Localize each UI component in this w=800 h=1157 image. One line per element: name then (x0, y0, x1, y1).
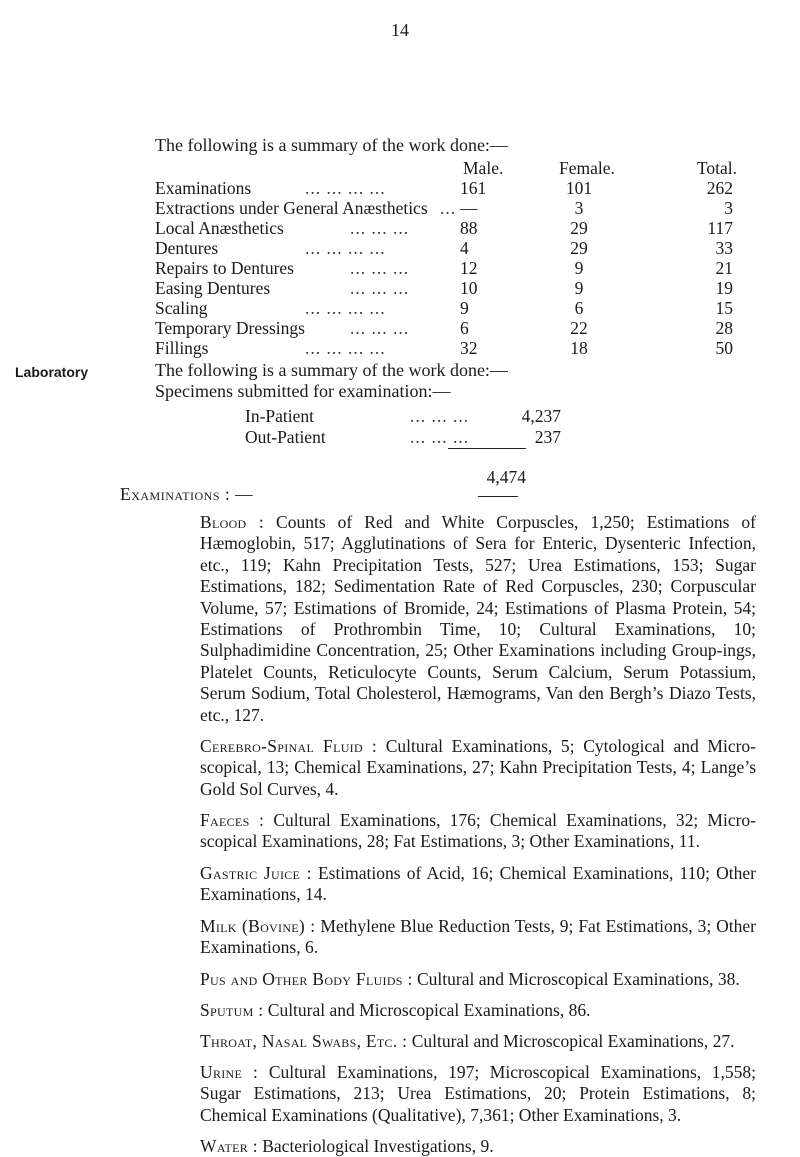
dental-summary-table (155, 158, 765, 358)
table-row (155, 218, 765, 238)
male-value: 4 (460, 238, 469, 258)
total-value: 21 (715, 258, 733, 278)
row-label: Examinations (155, 178, 252, 198)
list-item (200, 427, 620, 448)
male-value: 12 (460, 258, 478, 278)
paragraph-throat (200, 1031, 756, 1052)
paragraph-text: Cultural Examinations, 5; Cytological and Micro-scopical, 13; Chemical Examinations, 27; Kahn Precipitation Tests, 4; Lange’s Gold Sol Curves, 4. (200, 736, 756, 799)
column-header-total: Total. (696, 158, 737, 178)
sum-rule (448, 448, 526, 449)
table-row (155, 318, 765, 338)
row-label: Local Anæsthetics (155, 218, 284, 238)
paragraph-pus (200, 969, 756, 990)
female-value: 18 (570, 338, 588, 358)
row-label: Fillings (155, 338, 209, 358)
paragraph-water (200, 1136, 756, 1157)
table-row (155, 278, 765, 298)
male-value: 88 (460, 218, 478, 238)
female-value: 29 (570, 218, 588, 238)
leader-dots: ... ... ... (350, 278, 410, 298)
paragraph-heading: Milk (Bovine) : (200, 916, 316, 936)
paragraph-text: Cultural and Microscopical Examinations, 86. (263, 1000, 591, 1020)
table-row (155, 178, 765, 198)
total-value: 50 (715, 338, 733, 358)
examinations-heading: Examinations : — (120, 484, 254, 504)
specimen-label: In-Patient (245, 406, 315, 426)
specimens-label: Specimens submitted for examination:— (155, 381, 451, 401)
table-row (155, 198, 765, 218)
column-header-female: Female. (559, 158, 615, 178)
paragraph-text: Cultural Examinations, 197; Microscopical Examinations, 1,558; Sugar Estimations, 213; Urea Estimations, 20; Protein Estimations, 8; Chemical Examinations (Qualitative), 7,361; Other Examinations, 3. (200, 1062, 756, 1125)
paragraph-milk (200, 916, 756, 959)
paragraph-sputum (200, 1000, 756, 1021)
female-value: 6 (574, 298, 584, 318)
paragraph-heading: Throat, Nasal Swabs, Etc. : (200, 1031, 408, 1051)
leader-dots: ... ... ... (350, 258, 410, 278)
leader-dots: ... ... ... ... (305, 298, 386, 318)
paragraph-text: Counts of Red and White Corpuscles, 1,250; Estimations of Hæmoglobin, 517; Agglutinations of Sera for Enteric, Dysenteric Infection, etc., 119; Kahn Precipitation Tests, 527; Urea Estimations, 153; Sugar Estimations, 182; Sedimentation Rate of Red Corpuscles, 230; Corpuscular Volume, 57; Estimations of Bromide, 24; Estimations of Plasma Protein, 54; Estimations of Prothrombin Time, 10; Cultural Examinations, 10; Sulphadimidine Concentration, 25; Other Examinations including Group-ings, Platelet Counts, Reticulocyte Counts, Serum Calcium, Serum Potassium, Serum Sodium, Total Cholesterol, Hæmograms, Van den Bergh’s Diazo Tests, etc., 127. (200, 512, 756, 725)
laboratory-side-label: Laboratory (15, 364, 89, 380)
male-value: 10 (460, 278, 478, 298)
male-value: 9 (460, 298, 469, 318)
table-row (155, 238, 765, 258)
total-value: 262 (706, 178, 733, 198)
row-label: Temporary Dressings (155, 318, 305, 338)
divider (478, 496, 518, 497)
paragraph-urine (200, 1062, 756, 1126)
list-item (200, 406, 620, 427)
male-value: 161 (460, 178, 487, 198)
paragraph-text: Cultural and Microscopical Examinations, 38. (412, 969, 740, 989)
total-value: 117 (707, 218, 733, 238)
paragraph-heading: Gastric Juice : (200, 863, 312, 883)
page-number: 14 (391, 20, 409, 40)
leader-dots: ... ... ... (410, 427, 470, 447)
specimen-label: Out-Patient (245, 427, 326, 447)
paragraph-text: Bacteriological Investigations, 9. (257, 1136, 494, 1156)
laboratory-intro (155, 360, 508, 402)
male-value: — (460, 198, 478, 218)
leader-dots: ... ... ... ... (305, 178, 386, 198)
total-value: 15 (715, 298, 733, 318)
paragraph-text: Methylene Blue Reduction Tests, 9; Fat Estimations, 3; Other Examinations, 6. (200, 916, 756, 958)
female-value: 9 (574, 258, 584, 278)
table-row (155, 298, 765, 318)
row-label: Easing Dentures (155, 278, 271, 298)
specimen-value: 4,237 (521, 406, 561, 426)
total-value: 19 (715, 278, 733, 298)
total-value: 33 (715, 238, 733, 258)
male-value: 32 (460, 338, 478, 358)
paragraph-text: Cultural Examinations, 176; Chemical Examinations, 32; Micro-scopical Examinations, 28; Fat Estimations, 3; Other Examinations, 11. (200, 810, 757, 852)
male-value: 6 (460, 318, 469, 338)
paragraph-faeces (200, 810, 756, 853)
leader-dots: ... (440, 198, 457, 218)
column-header-male: Male. (463, 158, 504, 178)
paragraph-heading: Cerebro-Spinal Fluid : (200, 736, 378, 756)
total-value: 3 (724, 198, 733, 218)
female-value: 9 (574, 278, 584, 298)
leader-dots: ... ... ... (410, 406, 470, 426)
female-value: 29 (570, 238, 588, 258)
paragraph-heading: Faeces : (200, 810, 265, 830)
specimens-total: 4,474 (486, 467, 526, 487)
female-value: 22 (570, 318, 588, 338)
paragraph-gastric-juice (200, 863, 756, 906)
paragraph-text: Estimations of Acid, 16; Chemical Examinations, 110; Other Examinations, 14. (200, 863, 757, 905)
row-label: Extractions under General Anæsthetics (155, 198, 428, 218)
paragraph-cerebro-spinal-fluid (200, 736, 756, 800)
paragraph-text: Cultural and Microscopical Examinations, 27. (407, 1031, 735, 1051)
paragraph-heading: Pus and Other Body Fluids : (200, 969, 413, 989)
female-value: 101 (565, 178, 593, 198)
laboratory-summary-line: The following is a summary of the work done:— (155, 360, 508, 380)
dental-intro: The following is a summary of the work done:— (155, 135, 508, 155)
paragraph-heading: Water : (200, 1136, 258, 1156)
total-value: 28 (715, 318, 733, 338)
table-row (155, 258, 765, 278)
row-label: Scaling (155, 298, 208, 318)
leader-dots: ... ... ... ... (305, 338, 386, 358)
paragraph-blood (200, 512, 756, 726)
leader-dots: ... ... ... ... (305, 238, 386, 258)
female-value: 3 (574, 198, 584, 218)
paragraph-heading: Blood : (200, 512, 264, 532)
row-label: Repairs to Dentures (155, 258, 294, 278)
table-header-row (155, 158, 765, 178)
leader-dots: ... ... ... (350, 318, 410, 338)
paragraph-heading: Sputum : (200, 1000, 264, 1020)
row-label: Dentures (155, 238, 219, 258)
leader-dots: ... ... ... (350, 218, 410, 238)
table-row (155, 338, 765, 358)
specimens-table (200, 406, 620, 448)
paragraph-heading: Urine : (200, 1062, 259, 1082)
specimen-value: 237 (534, 427, 561, 447)
